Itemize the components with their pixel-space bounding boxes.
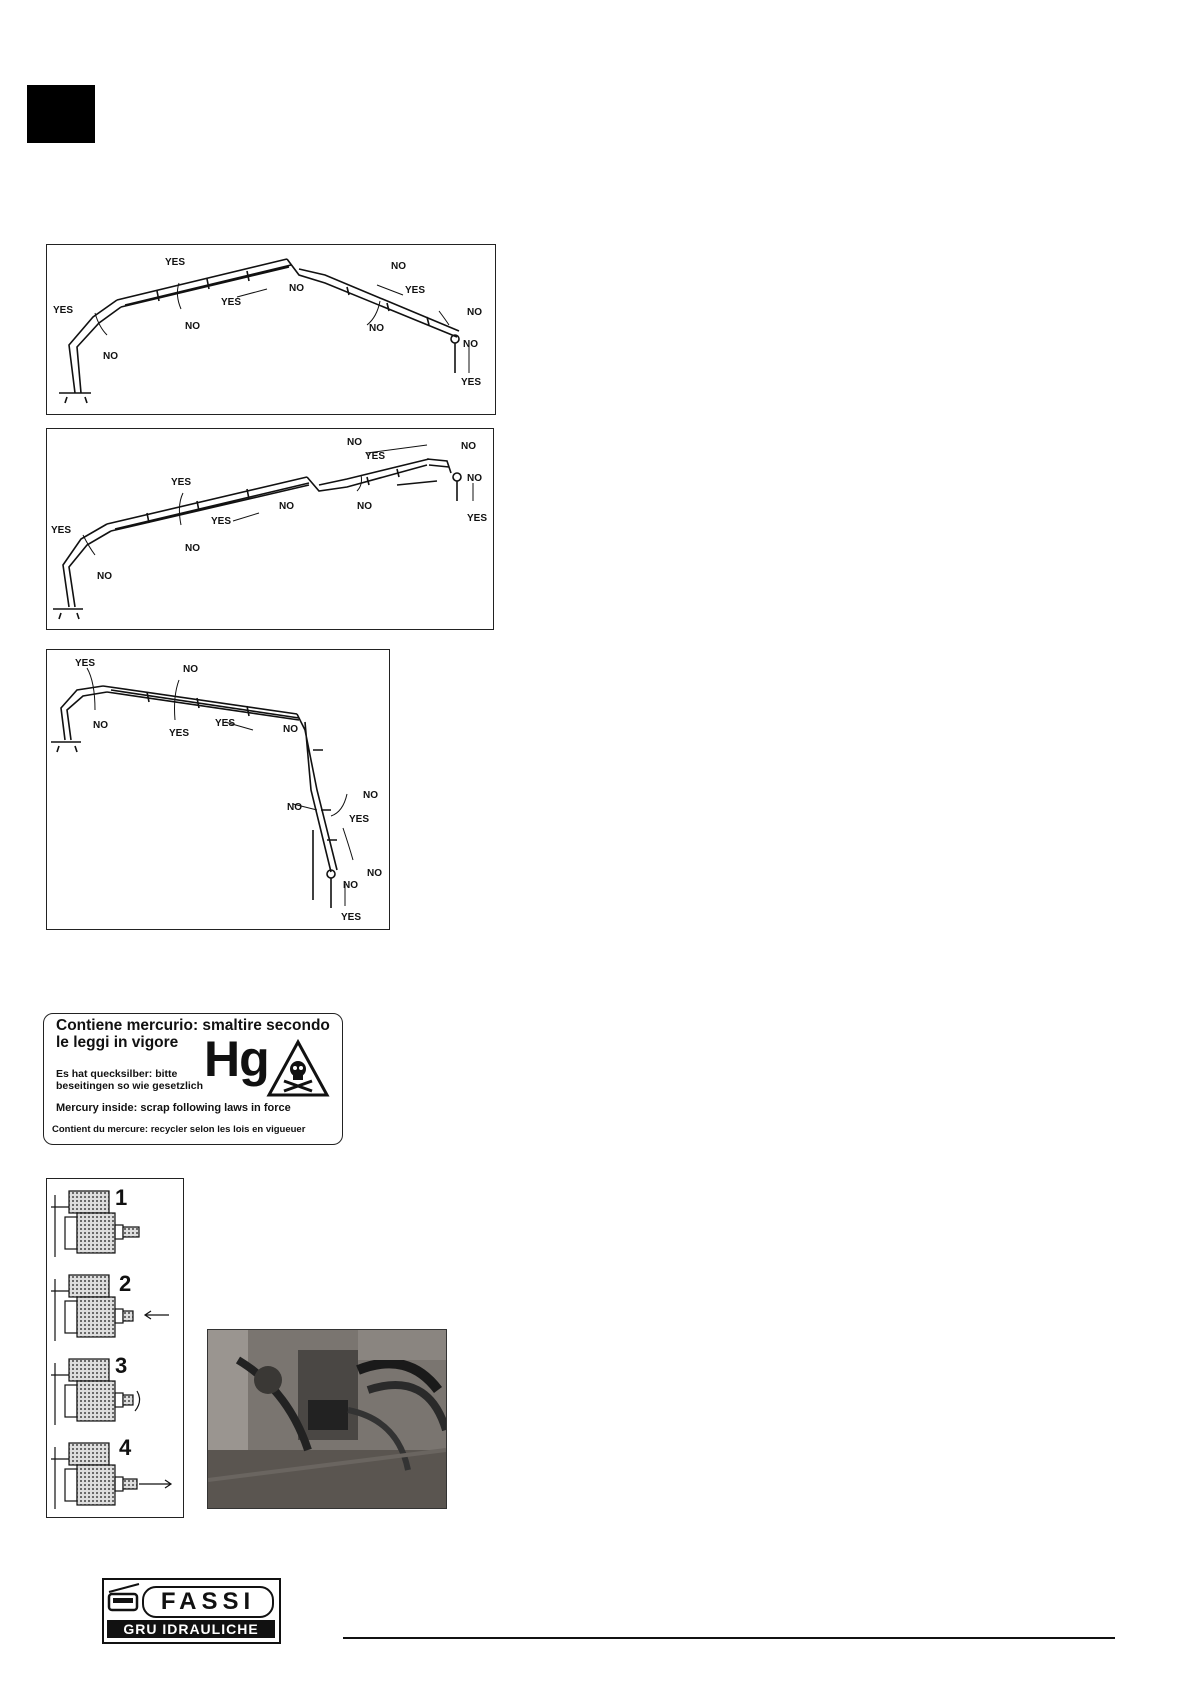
label: YES <box>467 513 488 524</box>
label: NO <box>97 571 112 582</box>
mercury-line-english: Mercury inside: scrap following laws in force <box>56 1102 291 1114</box>
label: NO <box>289 283 304 294</box>
mercury-line-italian-1: Contiene mercurio: smaltire secondo <box>56 1017 330 1034</box>
section-marker-block <box>27 85 95 143</box>
mercury-german-1: Es hat quecksilber: bitte <box>56 1068 178 1080</box>
mercury-line-italian-2: le leggi in vigore <box>56 1034 179 1051</box>
mercury-warning-label <box>43 1013 343 1145</box>
label: NO <box>287 802 302 813</box>
crane-diagram-3-svg <box>47 650 389 929</box>
mercury-line-french: Contient du mercure: recycler selon les lois en vigueuer <box>52 1124 306 1135</box>
crane-diagram-3 <box>46 649 390 930</box>
valve-adjustment-steps <box>46 1178 184 1518</box>
label: YES <box>51 525 72 536</box>
mercury-symbol: Hg <box>204 1031 269 1087</box>
label: YES <box>221 297 242 308</box>
label: NO <box>279 501 294 512</box>
logo-brand: FASSI <box>142 1586 274 1618</box>
label: YES <box>349 814 370 825</box>
fassi-logo <box>102 1578 281 1644</box>
step-number: 2 <box>119 1271 132 1296</box>
label: NO <box>461 441 476 452</box>
mercury-german-2: beseitingen so wie gesetzlich <box>56 1080 204 1092</box>
label: NO <box>185 543 200 554</box>
valve-photo-illustration <box>208 1330 446 1508</box>
logo-subtitle: GRU IDRAULICHE <box>107 1620 275 1638</box>
valve-steps-drawing <box>47 1179 183 1517</box>
footer-rule <box>343 1637 1115 1639</box>
crane-diagram-2-svg <box>47 429 493 629</box>
toxic-hazard-icon <box>266 1039 330 1099</box>
label: NO <box>357 501 372 512</box>
step-number: 3 <box>115 1353 128 1378</box>
mercury-line-german <box>56 1068 226 1092</box>
label: YES <box>215 718 236 729</box>
label: YES <box>53 305 74 316</box>
crane-diagram-1-svg <box>47 245 495 414</box>
crane-diagram-1 <box>46 244 496 415</box>
label: YES <box>461 377 482 388</box>
valve-photo <box>207 1329 447 1509</box>
label: NO <box>343 880 358 891</box>
label: YES <box>171 477 192 488</box>
label: YES <box>75 658 96 669</box>
label: NO <box>103 351 118 362</box>
label: NO <box>391 261 406 272</box>
label: NO <box>185 321 200 332</box>
label: NO <box>467 307 482 318</box>
step-number: 4 <box>119 1435 132 1460</box>
label: NO <box>183 664 198 675</box>
label: NO <box>363 790 378 801</box>
crane-diagram-2 <box>46 428 494 630</box>
truck-icon <box>106 1582 142 1618</box>
label: YES <box>165 257 186 268</box>
label: YES <box>211 516 232 527</box>
label: YES <box>169 728 190 739</box>
label: NO <box>367 868 382 879</box>
label: NO <box>347 437 362 448</box>
label: YES <box>365 451 386 462</box>
label: NO <box>463 339 478 350</box>
step-number: 1 <box>115 1185 128 1210</box>
label: NO <box>93 720 108 731</box>
label: NO <box>283 724 298 735</box>
label: YES <box>341 912 362 923</box>
label: NO <box>369 323 384 334</box>
label: YES <box>405 285 426 296</box>
label: NO <box>467 473 482 484</box>
